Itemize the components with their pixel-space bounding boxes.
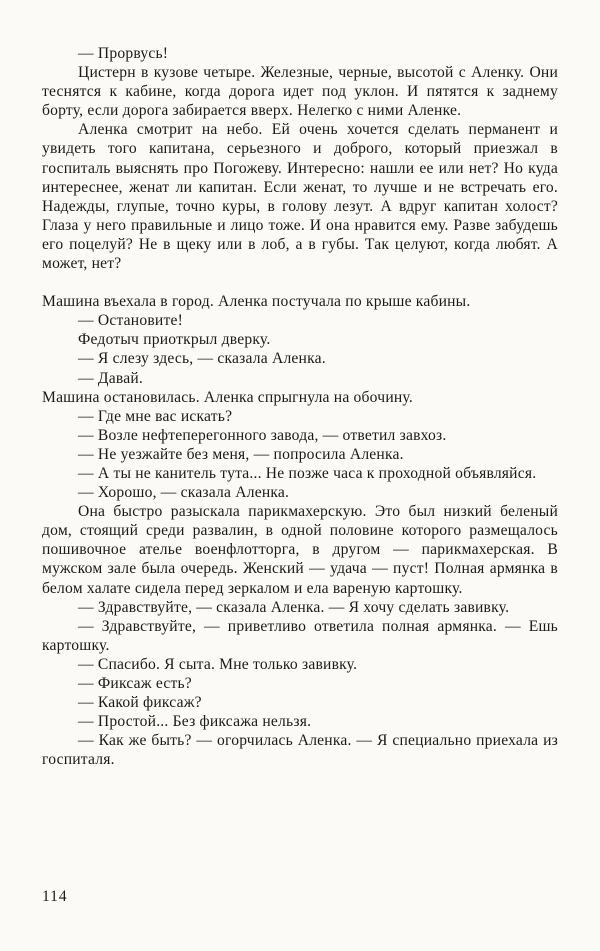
- paragraph: — Остановите!: [78, 312, 183, 330]
- page-number: 114: [42, 888, 68, 905]
- paragraph: — Где мне вас искать?: [78, 407, 233, 425]
- paragraph: — Как же быть? — огорчилась Аленка. — Я специально приехала из госпиталя.: [42, 732, 558, 769]
- paragraph: Машина остановилась. Аленка спрыгнула на обочину.: [42, 388, 413, 406]
- paragraph: — Хорошо, — сказала Аленка.: [78, 484, 290, 502]
- paragraph: — Здравствуйте, — сказала Аленка. — Я хочу сделать завивку.: [78, 598, 510, 616]
- paragraph: — Какой фиксаж?: [78, 694, 202, 712]
- paragraph: Цистерн в кузове четыре. Железные, черные, высотой с Аленку. Они теснятся к кабине, когда дорога идет под уклон. И пятятся к заднему борту, если дорога забирается вверх. Нелегко с ними Аленке.: [42, 64, 558, 120]
- paragraph: — Давай.: [78, 369, 143, 387]
- paragraph: Машина въехала в город. Аленка постучала по крыше кабины.: [42, 293, 471, 311]
- page-text: [42, 44, 558, 769]
- paragraph: Федотыч приоткрыл дверку.: [78, 331, 271, 349]
- paragraph: — Спасибо. Я сыта. Мне только завивку.: [78, 655, 358, 673]
- paragraph: — Прорвусь!: [78, 45, 169, 62]
- paragraph: — Фиксаж есть?: [78, 675, 192, 692]
- paragraph: — Простой... Без фиксажа нельзя.: [78, 713, 312, 731]
- paragraph: — А ты не канитель тута... Не позже часа к проходной объявляйся.: [78, 464, 537, 482]
- paragraph: — Возле нефтеперегонного завода, — ответил завхоз.: [78, 426, 447, 444]
- paragraph: Аленка смотрит на небо. Ей очень хочется сделать перманент и увидеть того капитана, серьезного и доброго, который приезжал в госпиталь выяснять про Погожеву. Интересно: нашли ее или нет? Но куда интереснее, женат ли капитан. Если женат, то лучше и не встречать его. Надежды, глупые, точно куры, в голову лезут. А вдруг капитан холост? Глаза у него правильные и лицо тоже. И она нравится ему. Разве забудешь его поцелуй? Не в щеку или в лоб, а в губы. Так целуют, когда любят. А может, нет?: [42, 121, 558, 273]
- paragraph: Она быстро разыскала парикмахерскую. Это был низкий беленый дом, стоящий среди развалин, в одной половине которого размещалось пошивочное ателье военфлотторга, в другом — парикмахерская. В мужском зале была очередь. Женский — удача — пуст! Полная армянка в белом халате сидела перед зеркалом и ела вареную картошку.: [42, 503, 558, 597]
- paragraph: — Здравствуйте, — приветливо ответила полная армянка. — Ешь картошку.: [42, 617, 558, 654]
- paragraph: — Не уезжайте без меня, — попросила Аленка.: [78, 445, 404, 463]
- paragraph: — Я слезу здесь, — сказала Аленка.: [78, 350, 326, 368]
